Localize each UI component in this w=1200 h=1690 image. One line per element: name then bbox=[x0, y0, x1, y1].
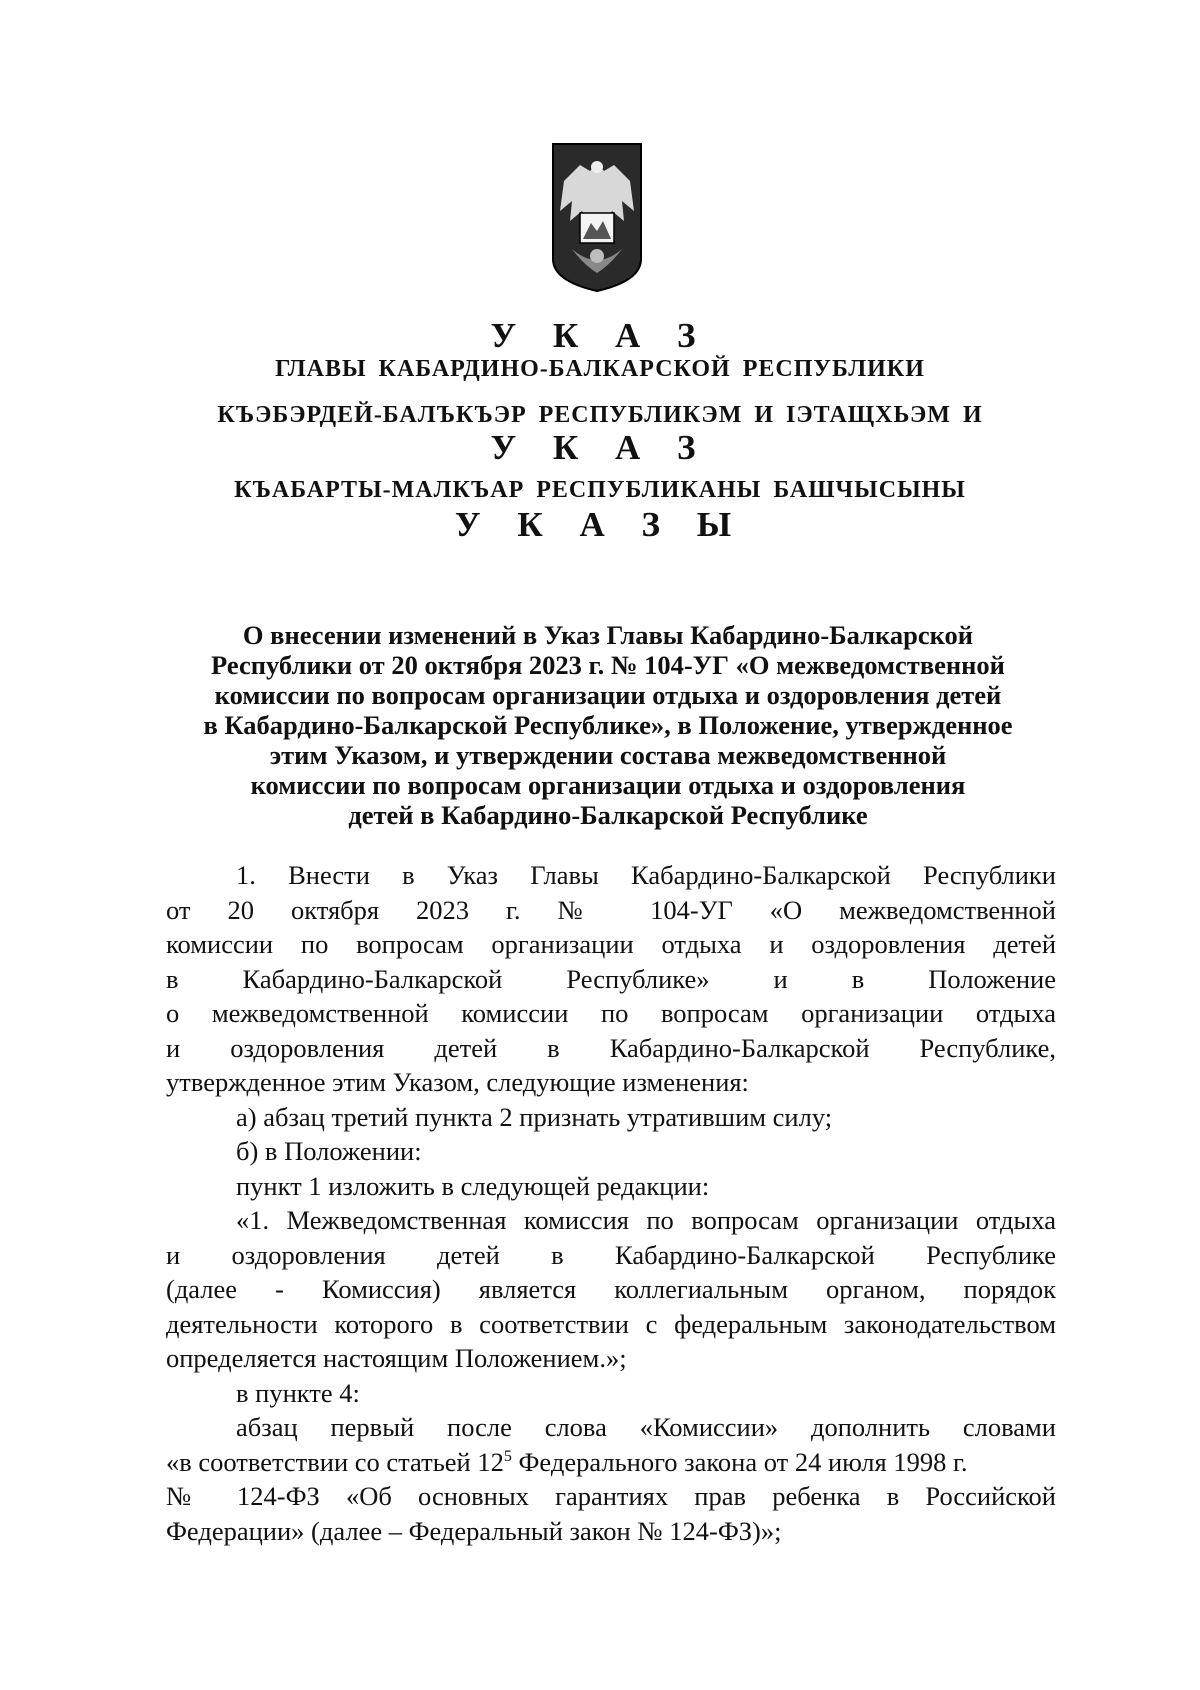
decree-heading-ru: У К А З bbox=[490, 316, 710, 355]
title-line: комиссии по вопросам организации отдыха и оздоровления детей bbox=[214, 680, 1002, 710]
title-line: этим Указом, и утверждении состава межведомственной bbox=[269, 740, 947, 770]
decree-heading-krc: У К А З Ы bbox=[454, 505, 746, 544]
issuer-line-ru: ГЛАВЫ КАБАРДИНО-БАЛКАРСКОЙ РЕСПУБЛИКИ bbox=[275, 356, 925, 382]
body-line: утвержденное этим Указом, следующие изменения: bbox=[166, 1067, 749, 1097]
body-line: 1. Внести в Указ Главы Кабардино-Балкарской Республики bbox=[236, 860, 1056, 890]
decree-body bbox=[166, 858, 1056, 1548]
point-4-intro: в пункте 4: bbox=[236, 1377, 360, 1408]
body-line: в Кабардино-Балкарской Республике» и в Положение bbox=[166, 963, 1056, 994]
body-line: абзац первый после слова «Комиссии» дополнить словами bbox=[236, 1412, 1056, 1442]
quote-line: деятельности которого в соответствии с федеральным законодательством bbox=[166, 1308, 1056, 1339]
body-line bbox=[166, 1445, 1056, 1480]
title-line: в Кабардино-Балкарской Республике», в Положение, утвержденное bbox=[203, 710, 1013, 740]
body-line: и оздоровления детей в Кабардино-Балкарской Республике, bbox=[166, 1032, 1056, 1063]
quote-line: (далее - Комиссия) является коллегиальным органом, порядок bbox=[166, 1274, 1056, 1304]
decree-title bbox=[168, 620, 1048, 830]
decree-heading-kbd: У К А З bbox=[490, 428, 710, 467]
superscript: 5 bbox=[503, 1447, 512, 1465]
quote-line: и оздоровления детей в Кабардино-Балкарской Республике bbox=[166, 1239, 1056, 1270]
abz-text-post: Федерального закона от 24 июля 1998 г. bbox=[511, 1446, 968, 1477]
issuer-line-krc: КЪАБАРТЫ-МАЛКЪАР РЕСПУБЛИКАНЫ БАШЧЫСЫНЫ bbox=[234, 477, 966, 503]
body-line: от 20 октября 2023 г. № 104-УГ «О межведомственной bbox=[166, 894, 1056, 925]
body-line: № 124-ФЗ «Об основных гарантиях прав ребенка в Российской bbox=[166, 1481, 1056, 1511]
body-line: о межведомственной комиссии по вопросам организации отдыха bbox=[166, 998, 1056, 1028]
quote-line: «1. Межведомственная комиссия по вопросам организации отдыха bbox=[236, 1205, 1056, 1235]
item-a: а) абзац третий пункта 2 признать утратившим силу; bbox=[236, 1101, 833, 1132]
point-1-intro: пункт 1 изложить в следующей редакции: bbox=[236, 1170, 710, 1201]
abz-text-pre: «в соответствии со статьей 12 bbox=[166, 1446, 504, 1477]
title-line: О внесении изменений в Указ Главы Кабардино-Балкарской bbox=[242, 620, 974, 650]
body-line: Федерации» (далее – Федеральный закон № 124-ФЗ)»; bbox=[166, 1515, 782, 1546]
issuer-line-kbd: КЪЭБЭРДЕЙ-БАЛЪКЪЭР РЕСПУБЛИКЭМ И IЭТАЩХЬЭМ И bbox=[217, 402, 983, 428]
title-line: детей в Кабардино-Балкарской Республике bbox=[348, 800, 868, 830]
title-line: комиссии по вопросам организации отдыха и оздоровления bbox=[250, 770, 966, 800]
coat-of-arms-icon bbox=[550, 141, 644, 293]
quote-line: определяется настоящим Положением.»; bbox=[166, 1343, 627, 1373]
body-line: комиссии по вопросам организации отдыха и оздоровления детей bbox=[166, 929, 1056, 959]
item-b: б) в Положении: bbox=[236, 1136, 422, 1166]
title-line: Республики от 20 октября 2023 г. № 104-УГ «О межведомственной bbox=[211, 650, 1005, 680]
